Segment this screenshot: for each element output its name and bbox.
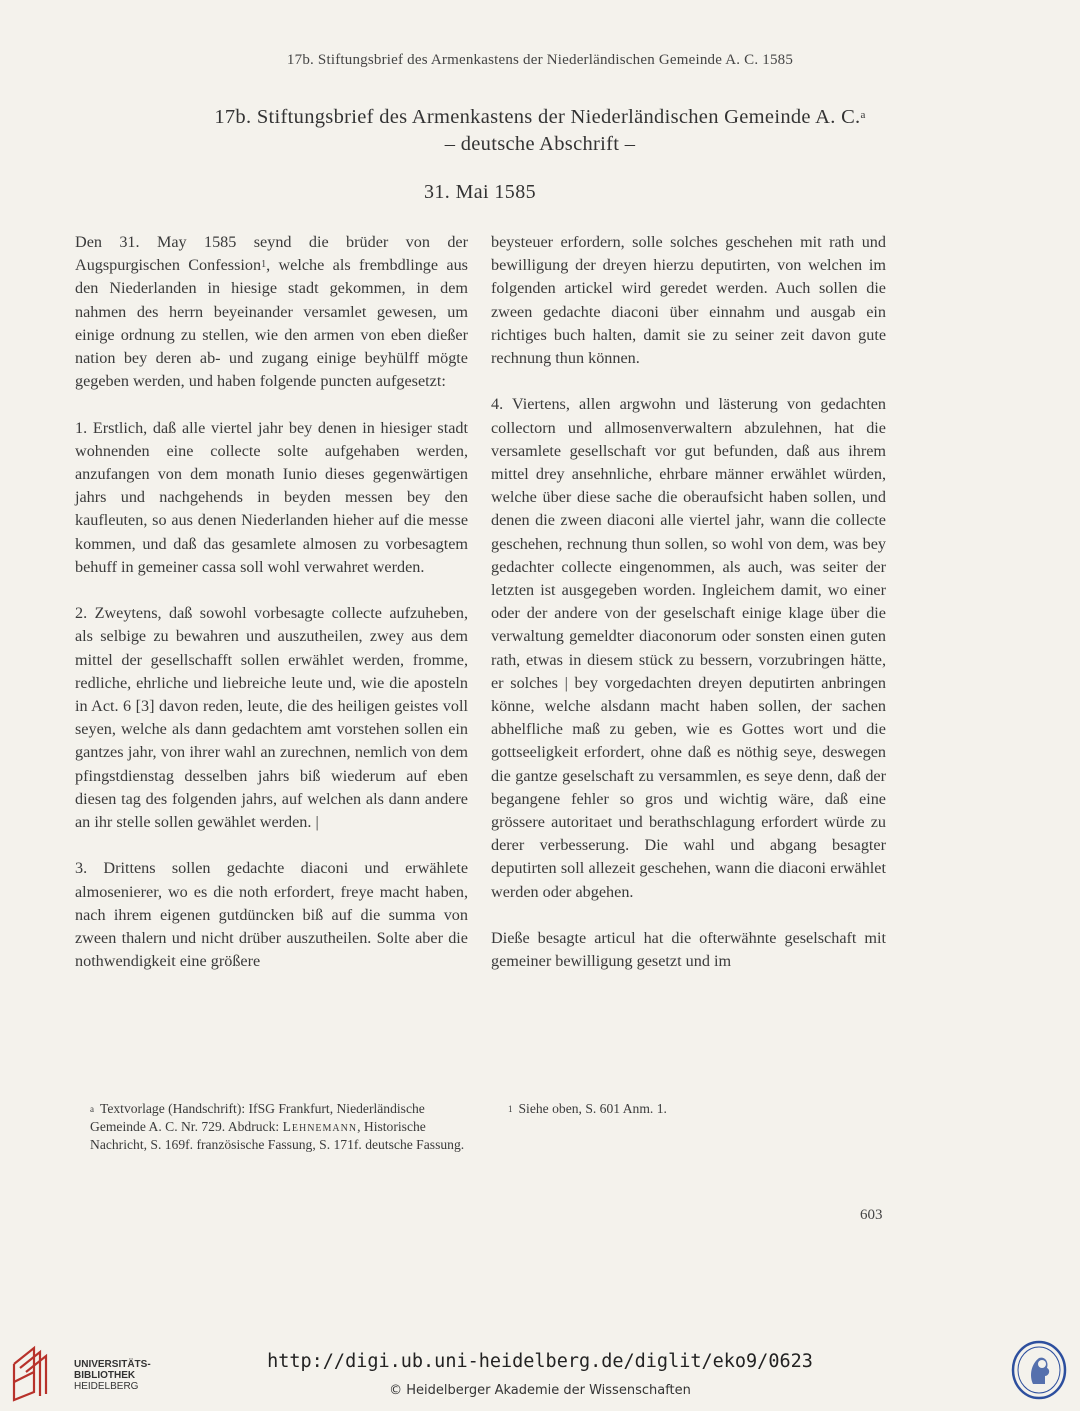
page-number: 603 — [860, 1207, 883, 1223]
footnote-a-text-2: , Historische Nachricht, S. 169f. französische Fassung, S. 171f. deutsche Fassung. — [90, 1119, 465, 1152]
title-line-1: 17b. Stiftungsbrief des Armenkastens der Niederländischen Gemeinde A. C. — [214, 106, 861, 128]
paragraph-article-3: 3. Drittens sollen gedachte diaconi und erwählete almosenierer, wo es die noth erfordert, freye macht haben, nach ihrem eigenen gutdüncken biß auf die summa von zween thalern und nicht drüber auszutheilen. Solte aber die nothwendigkeit eine größere — [75, 859, 468, 971]
right-column — [491, 231, 886, 973]
intro-text-a: Den 31. May 1585 seynd die brüder von der Augspurgischen Confession — [75, 233, 468, 275]
footnote-a — [90, 1100, 472, 1154]
document-title — [0, 104, 1080, 158]
copyright-notice: © Heidelberger Akademie der Wissenschaften — [389, 1383, 691, 1398]
footnote-a-marker: a — [90, 1104, 94, 1114]
footnote-1-text: Siehe oben, S. 601 Anm. 1. — [518, 1101, 667, 1116]
library-line-3: HEIDELBERG — [74, 1381, 139, 1393]
intro-text-b: , welche als frembdlinge aus den Niederlanden in hiesige stadt gekommen, in dem nahmen des herrn beyeinander versamlet gewesen, um einige ordnung zu stellen, wie den armen von eben dießer nation bey deren ab- und zugang einige beyhülff mögte gegeben werden, und haben folgende puncten aufgesetzt: — [75, 256, 468, 391]
title-line-2: – deutsche Abschrift – — [444, 133, 636, 155]
title-footnote-marker[interactable]: a — [860, 109, 866, 121]
paragraph-article-1: 1. Erstlich, daß alle viertel jahr bey denen in hiesiger stadt wohnenden eine collecte solte aufgehaben werden, anzufangen von dem monath Iunio dieses gegenwärtigen jahrs und nachgehends in beyden messen bey den kaufleuten, so aus denen Niederlanden hieher auf die messe kommen, und daß das gesamlete almosen zu vorbesagtem behuff in gemeiner cassa soll wohl verwahret werden. — [75, 418, 468, 576]
footnote-ref-1[interactable]: 1 — [261, 259, 267, 271]
document-date: 31. Mai 1585 — [423, 181, 537, 203]
academy-seal-icon[interactable] — [1011, 1340, 1067, 1400]
paragraph-article-2: 2. Zweytens, daß sowohl vorbesagte collecte aufzuheben, als selbige zu bewahren und auszutheilen, zwey aus dem mittel der gesellschafft sollen erwählet werden, fromme, redliche, ehrliche und liebreiche leute und, wie die aposteln in Act. 6 [3] davon reden, leute, die des heiligen geistes voll seyen, welche als dann gedachtem amt vorstehen sollen ein gantzes jahr, von ihrer wahl an zurechnen, nemlich von dem pfingstdienstag desselben jahrs biß wiederum auf eben diesen tag des folgenden jahrs, auf welchen als dann andere an ihr stelle sollen gewählet werden. | — [75, 604, 468, 832]
footnote-a-text-1: Textvorlage (Handschrift): IfSG Frankfurt, Niederländische Gemeinde A. C. Nr. 729. Abdruck: — [90, 1101, 425, 1134]
paragraph-article-4: 4. Viertens, allen argwohn und lästerung von gedachten collectorn und allmosenverwaltern abzulehnen, hat die versamlete gesellschaft vor gut befunden, daß aus ihrem mittel drey ansehnliche, ehrbare männer erwählet würden, welche über diese sache die oberaufsicht haben sollen, und denen die zween diaconi alle viertel jahr, wann die collecte geschehen, rechnung thun sollen, so wohl von dem, was bey gedachter collecte eingenommen, als auch, was seiter der letzten ist ausgegeben worden. Ingleichem damit, wo einer oder der andere von der geselschaft einige klage über die verwaltung gemeldter diaconorum oder sonsten einen guten rath, etwas in diesem stück zu bessern, vorzubringen hätte, er solches | bey vorgedachten dreyen deputirten anbringen könne, welche alsdann macht haben sollen, der sachen abhelfliche maß zu geben, wie es Gottes wort und die gottseeligkeit erfordert, ohne daß es nöthig seye, deswegen die gantze geselschaft zu versammlen, es seye denn, daß der begangene fehler so gros und wichtig wäre, daß eine grössere autoritaet und berathschlagung erfordert würde zu derer verbesserung. Die wahl und abgang besagter deputirten soll allezeit geschehen, wann die diaconi erwählet werden oder abgehen. — [491, 395, 886, 901]
left-column — [75, 231, 468, 973]
footnote-a-author: Lehnemann — [282, 1119, 358, 1134]
document-url-link[interactable]: http://digi.ub.uni-heidelberg.de/diglit/eko9/0623 — [267, 1351, 813, 1372]
library-line-1: UNIVERSITÄTS- — [74, 1359, 151, 1370]
running-head: 17b. Stiftungsbrief des Armenkastens der Niederländischen Gemeinde A. C. 1585 — [286, 52, 794, 68]
footer-bar — [0, 1334, 1080, 1411]
paragraph-closing: Dieße besagte articul hat die ofterwähnte geselschaft mit gemeiner bewilligung gesetzt und im — [491, 929, 886, 971]
footnote-1 — [508, 1100, 888, 1118]
library-line-2: BIBLIOTHEK — [74, 1370, 136, 1382]
paragraph-article-3-cont: beysteuer erfordern, solle solches geschehen mit rath und bewilligung der dreyen hierzu deputirten, von welchen im folgenden artickel wird geredet werden. Auch sollen die zween gedachte diaconi über einnahm und ausgab ein richtiges buch halten, damit sie zu seiner zeit davon gute rechnung thun können. — [491, 233, 886, 368]
footnote-1-marker: 1 — [508, 1104, 513, 1114]
paragraph-intro — [75, 231, 468, 393]
